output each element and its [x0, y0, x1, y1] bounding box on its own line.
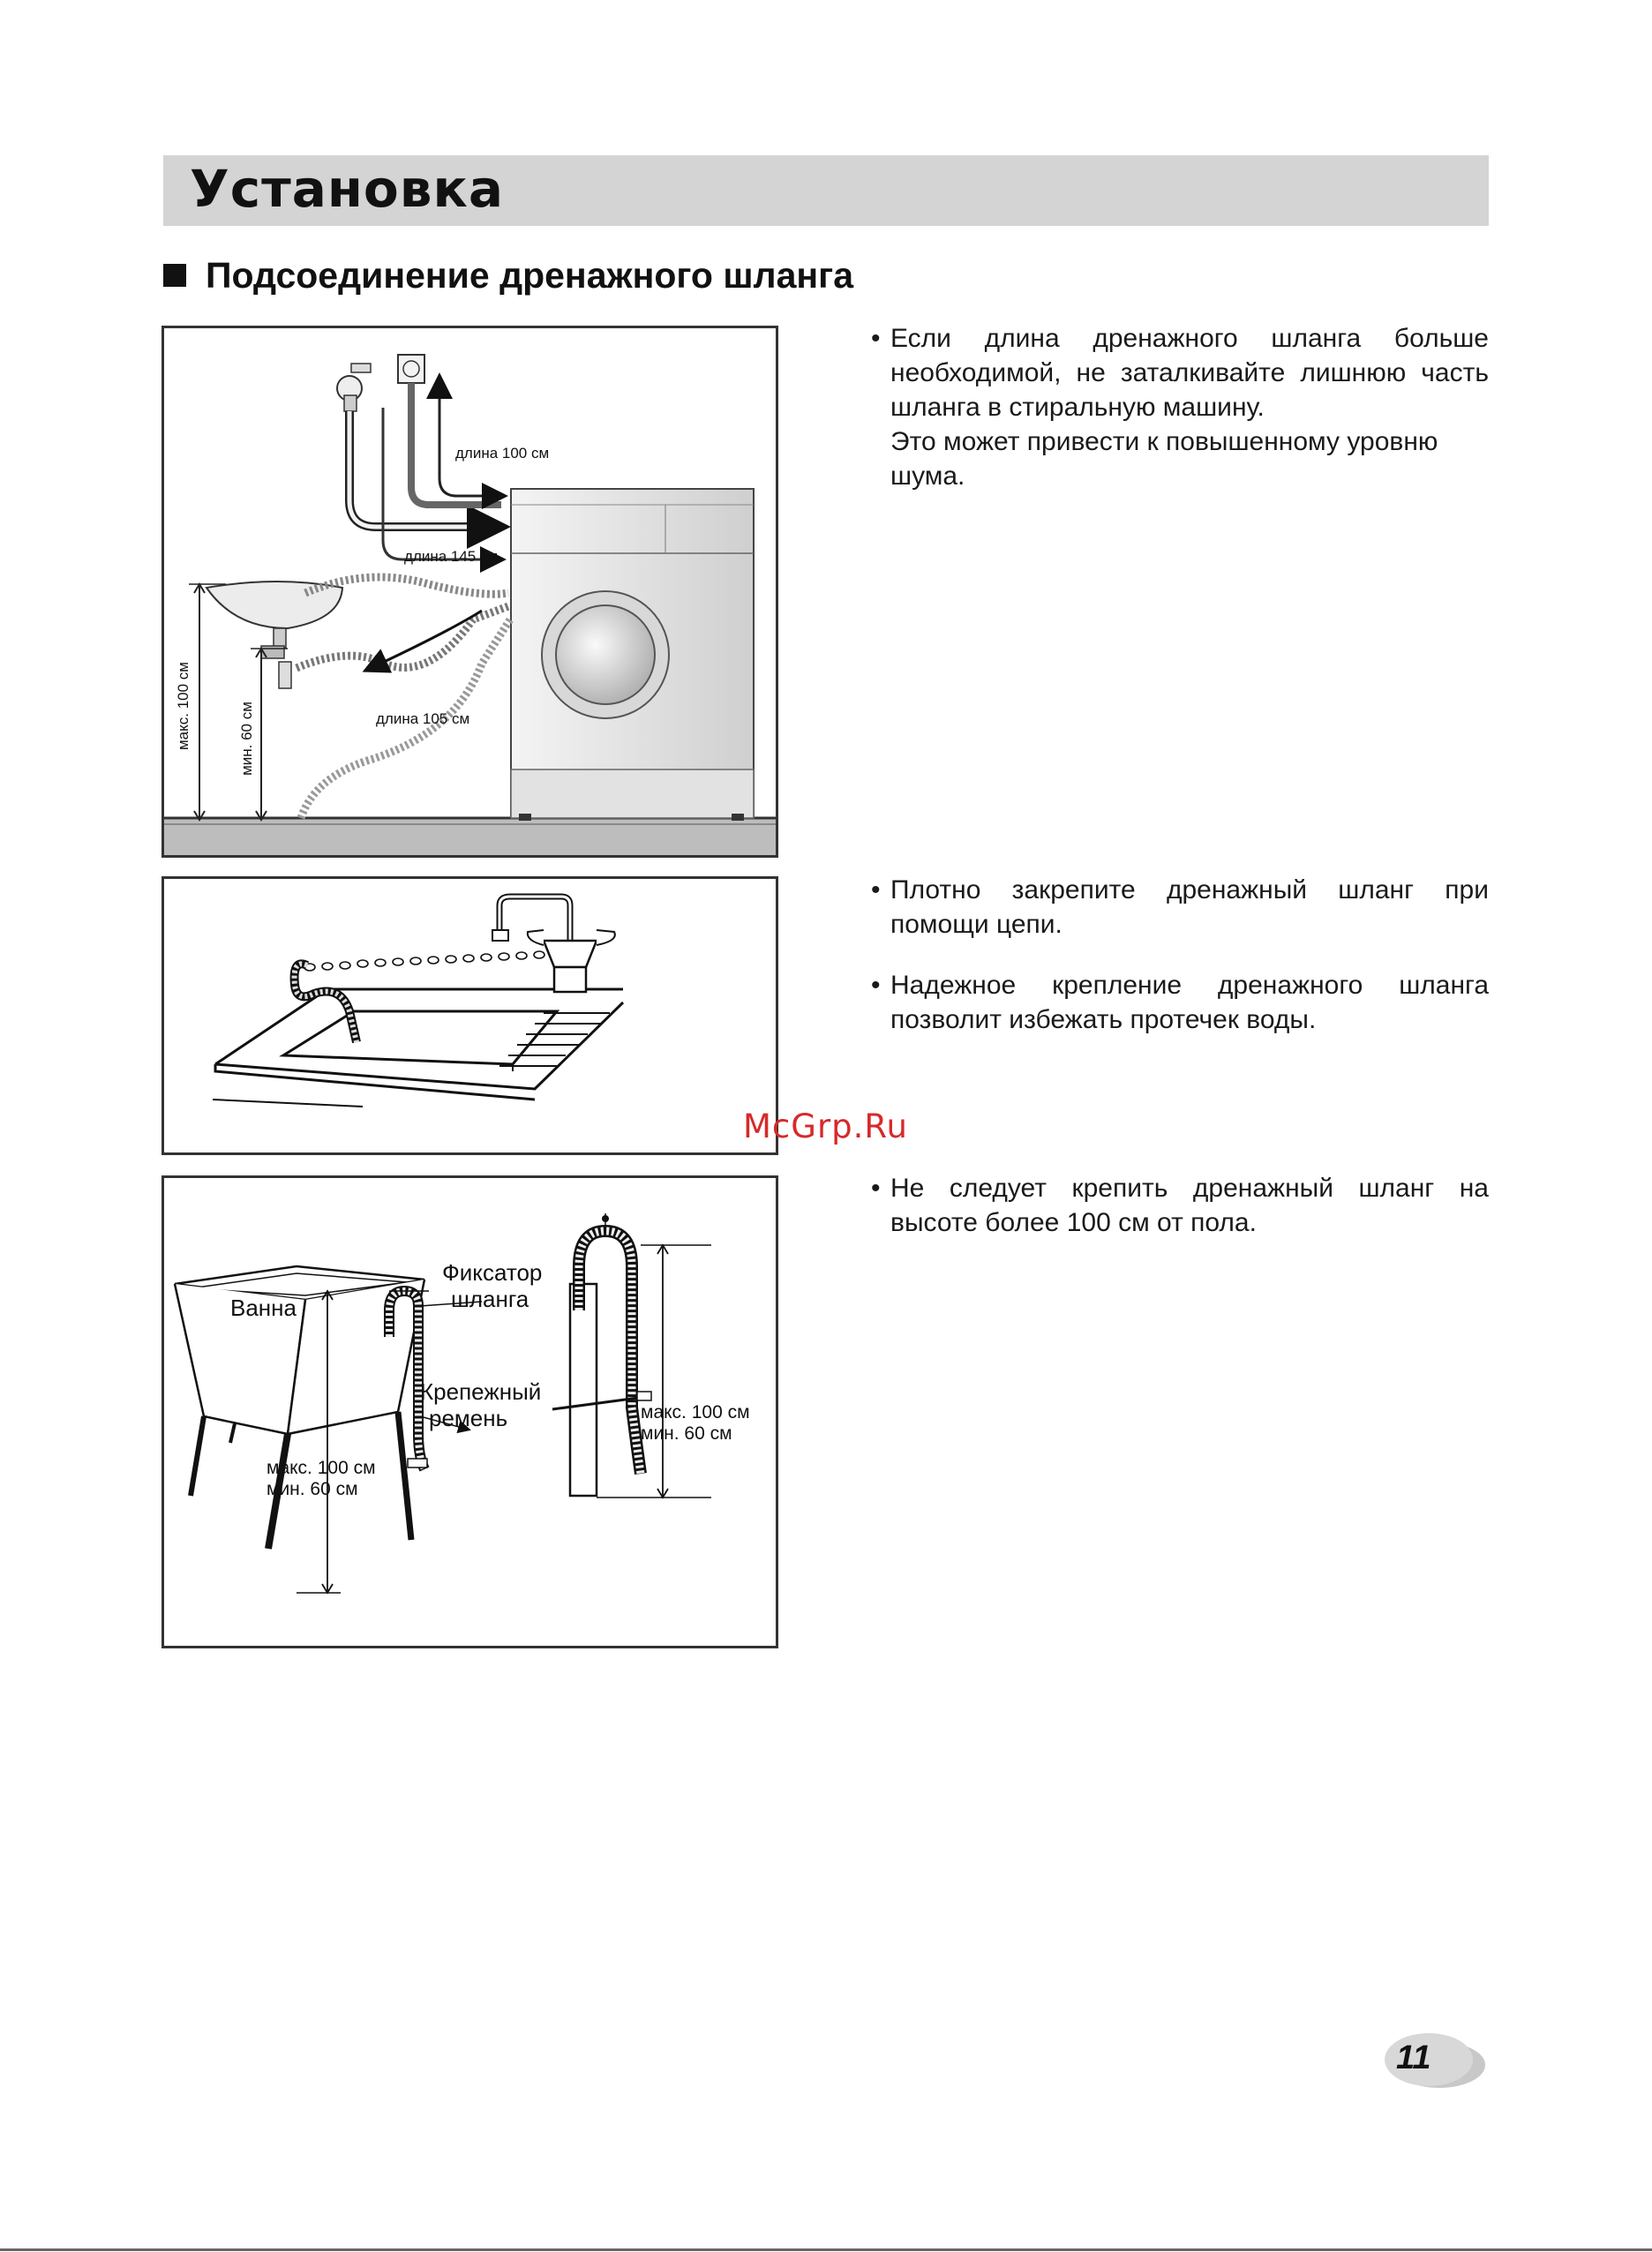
bullet-hose-length-note: Это может привести к повышенному уровню шума.: [890, 427, 1438, 491]
bullet-hose-length: [871, 321, 1489, 493]
label-left-max: макс. 100 см: [267, 1458, 376, 1478]
figure-sink-chain: [161, 876, 778, 1155]
bullet-hose-length-text: Если длина дренажного шланга больше необходимой, не заталкивайте лишнюю часть шланга в стиральную машину.: [890, 324, 1489, 422]
section-heading: [163, 249, 853, 302]
label-right-min: мин. 60 см: [641, 1423, 732, 1444]
label-length-145: длина 145 см: [404, 548, 499, 565]
bullet-group-2: [871, 873, 1489, 1063]
page-title: Установка: [190, 159, 504, 219]
label-length-105: длина 105 см: [376, 710, 470, 727]
label-strap-1: Крепежный: [420, 1378, 542, 1405]
bullet-group-3: [871, 1171, 1489, 1266]
bullet-chain: • Плотно закрепите дренажный шланг при помощи цепи.: [871, 873, 1489, 942]
watermark: McGrp.Ru: [743, 1107, 908, 1145]
label-max-100: макс. 100 см: [175, 662, 191, 750]
bottom-rule: [0, 2248, 1652, 2251]
hose-lengths-illustration: [164, 328, 776, 855]
bullet-secure: • Надежное крепление дренажного шланга позволит избежать протечек воды.: [871, 968, 1489, 1037]
bullet-group-1: [871, 321, 1489, 520]
label-length-100: длина 100 см: [455, 445, 550, 462]
figure-tub-hose: [161, 1175, 778, 1648]
page-number: 11: [1396, 2039, 1431, 2076]
section-title: Подсоединение дренажного шланга: [206, 254, 854, 296]
sink-chain-illustration: [164, 879, 776, 1152]
figure-hose-lengths: [161, 326, 778, 858]
label-fixator-2: шланга: [451, 1286, 529, 1312]
section-bullet-square: [163, 264, 186, 287]
label-fixator-1: Фиксатор: [442, 1259, 543, 1286]
label-left-min: мин. 60 см: [267, 1479, 358, 1499]
label-min-60: мин. 60 см: [237, 702, 255, 776]
label-right-max: макс. 100 см: [641, 1402, 750, 1423]
bullet-height: • Не следует крепить дренажный шланг на высоте более 100 см от пола.: [871, 1171, 1489, 1240]
label-strap-2: ремень: [429, 1405, 508, 1431]
label-tub: Ванна: [230, 1295, 297, 1321]
header-bar: [163, 155, 1489, 226]
